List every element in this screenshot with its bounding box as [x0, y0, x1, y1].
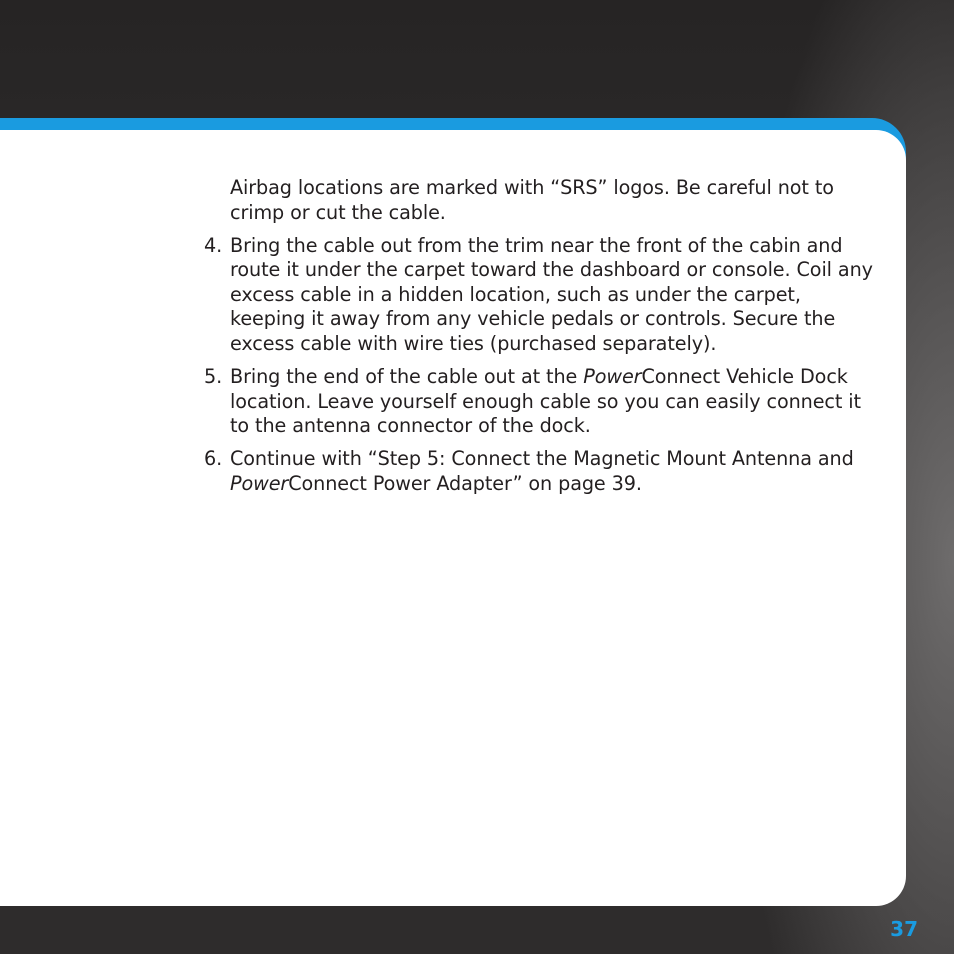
step-text-italic: Power: [230, 472, 289, 496]
step-number: 5.: [204, 365, 223, 389]
step-text-after: Connect Power Adapter” on page 39.: [288, 472, 642, 496]
step-text-before: Continue with “Step 5: Connect the Magnetic Mount Antenna and: [230, 447, 854, 471]
page-number: 37: [890, 917, 918, 941]
step-text: Bring the cable out from the trim near the front of the cabin and route it under the carpet toward the dashboard or console. Coil any excess cable in a hidden location, such as under the carpet, keeping it away from any vehicle pedals or controls. Secure the excess cable with wire ties (purchased separately).: [230, 233, 873, 356]
step-5: [204, 365, 874, 439]
step-number: 4.: [204, 233, 223, 257]
step-6: [204, 447, 874, 496]
instruction-content: [204, 176, 874, 497]
step-text-after: Connect Vehicle Dock location. Leave yourself enough cable so you can easily connect it to the antenna connector of the dock.: [230, 365, 861, 438]
step-4: [204, 234, 874, 357]
step-text-before: Bring the end of the cable out at the: [230, 365, 584, 389]
step-text-italic: Power: [583, 365, 642, 389]
intro-paragraph: Airbag locations are marked with “SRS” logos. Be careful not to crimp or cut the cable.: [230, 176, 834, 224]
step-number: 6.: [204, 447, 223, 471]
